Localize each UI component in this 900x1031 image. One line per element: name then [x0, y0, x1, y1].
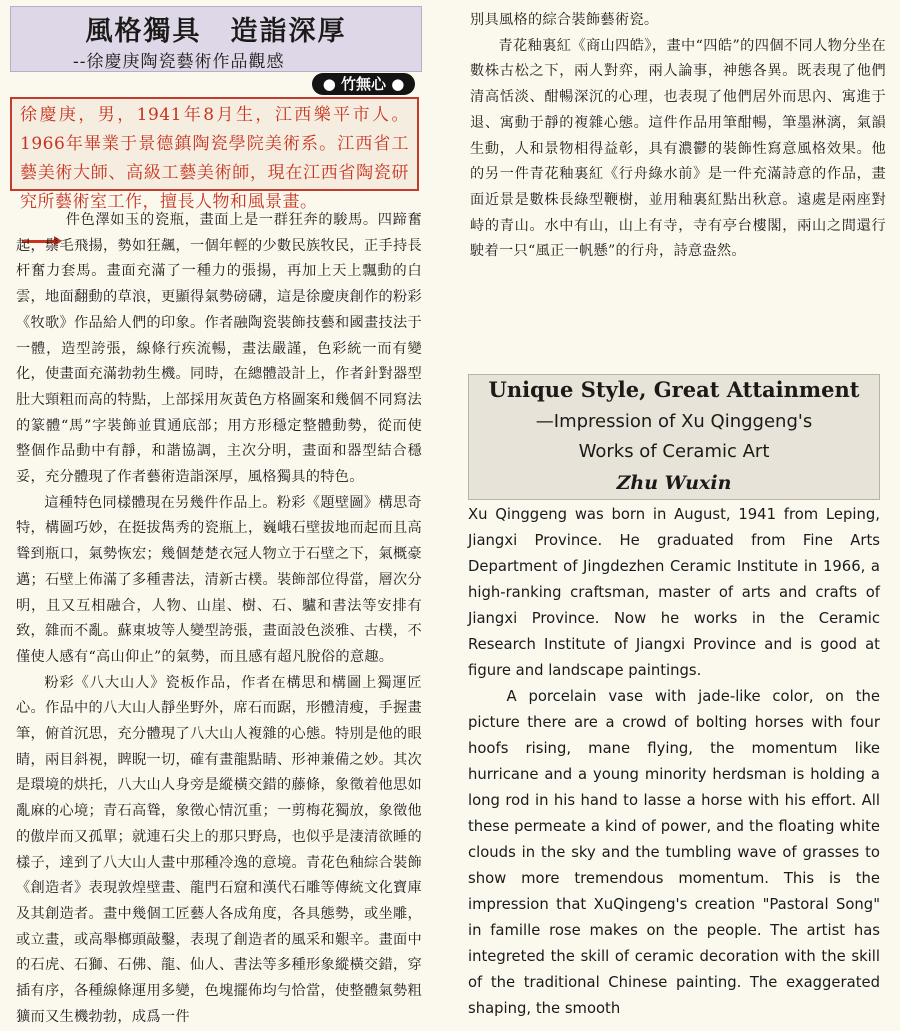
chinese-author-badge: ● 竹無心 ●: [312, 73, 415, 95]
english-paragraph: Xu Qinggeng was born in August, 1941 from Leping, Jiangxi Province. He graduated from Fine Arts Department of Jingdezhen Ceramic Institute in 1966, a high-ranking craftsman, master of arts and crafts of Jiangxi Province. Now he works in the Ceramic Research Institute of Jiangxi Province and is good at figure and landscape paintings.: [468, 506, 880, 679]
chinese-body-left: [16, 208, 422, 1031]
chinese-paragraph: 青花釉裏紅《商山四皓》，畫中“四皓”的四個不同人物分坐在數株古松之下，兩人對弈，兩人論事，神態各異。既表現了他們清高恬淡、酣暢深沉的心理，也表現了他們居外而思內、寓進于退、寓動于靜的複雜心態。這件作品用筆酣暢，筆墨淋漓，氣韻生動，人和景物相得益彰，具有濃鬱的裝飾性寫意風格效果。他的另一件青花釉裏紅《行舟綠水前》是一件充滿詩意的作品，畫面近景是數株長綠型鞭樹，並用釉裏紅點出秋意。遠處是兩座對峙的青山。水中有山，山上有寺，寺有亭台樓閣，兩山之間還行駛着一只“風正一帆懸”的行舟，詩意盎然。: [470, 37, 886, 260]
english-paragraph: A porcelain vase with jade-like color, on the picture there are a crowd of bolting horses with four hoofs rising, mane flying, the momentum like hurricane and a young minority herdsman is holding a long rod in his hand to lasse a horse with his effort. All these permeate a kind of power, and the floating white clouds in the sky and the tumbling wave of grasses to show more tremendous momentum. This is the impression that XuQingeng's creation "Pastoral Song" in famille rose makes on the people. The artist has integreted the skill of ceramic decoration with the skill of the traditional Chinese painting. The exaggerated shaping, the smooth: [468, 688, 880, 1017]
chinese-paragraph: 別具風格的綜合裝飾藝術瓷。: [470, 12, 659, 28]
chinese-column: [0, 0, 440, 1028]
english-title: Unique Style, Great Attainment: [488, 377, 860, 402]
right-column: [458, 0, 900, 1028]
author-bio-box: [10, 97, 419, 212]
english-author: Zhu Wuxin: [616, 472, 732, 494]
chinese-subtitle: --徐慶庚陶瓷藝術作品觀感: [73, 52, 285, 72]
english-subtitle-line2: Works of Ceramic Art: [578, 441, 770, 462]
chinese-paragraph: 粉彩《八大山人》瓷板作品，作者在構思和構圖上獨運匠心。作品中的八大山人靜坐野外，席石而踞，形體清瘦，手握畫筆，俯首沉思，充分體現了八大山人複雜的心態。特別是他的眼睛，兩目斜視，睥睨一切，確有畫龍點睛、形神兼備之妙。其次是環境的烘托，八大山人身旁是縱橫交錯的藤條，象徵着他思如亂麻的心境；青石高聳，象徵心情沉重；一剪梅花獨放，象徵他的傲岸而又孤單；就連石尖上的那只野鳥，也似乎是淒清欲睡的樣子，達到了八大山人畫中那種冷逸的意境。青花色釉綜合裝飾《創造者》表現敦煌壁畫、龍門石窟和漢代石雕等傳統文化寶庫及其創造者。畫中幾個工匠藝人各成角度，各具態勢，或坐雕，或立畫，或高舉榔頭敲鑿，表現了創造者的風采和艱辛。畫面中的石虎、石獅、石佛、龍、仙人、書法等多種形象縱橫交錯，穿插有序，各種線條運用多變，色塊擺佈均勻恰當，使整體氣勢粗獷而又生機勃勃，成爲一件: [16, 674, 422, 1025]
english-body: [468, 502, 880, 1022]
chinese-title: 風格獨具 造詣深厚: [85, 16, 347, 47]
english-subtitle-line1: —Impression of Xu Qinggeng's: [535, 411, 813, 432]
chinese-body-right: [470, 8, 886, 265]
author-bio-text: 徐慶庚，男，1941年8月生，江西樂平市人。1966年畢業于景德鎮陶瓷學院美術系。江西省工藝美術大師、高級工藝美術師，現在江西省陶瓷研究所藝術室工作，擅長人物和風景畫。: [20, 105, 409, 212]
chinese-paragraph: 這種特色同樣體現在另幾件作品上。粉彩《題壁圖》構思奇特，構圖巧妙，在挺拔雋秀的瓷瓶上，巍峨石壁拔地而起而且高聳到瓶口，氣勢恢宏；幾個楚楚衣冠人物立于石壁之下，氣概豪邁；石壁上佈滿了多種書法，清新古樸。裝飾部位得當，層次分明，且又互相融合，人物、山崖、樹、石、驢和書法等安排有致，雜而不亂。蘇東坡等人變型誇張，畫面設色淡雅、古樸，不僅使人感有“高山仰止”的氣勢，而且感有超凡脫俗的意趣。: [16, 494, 422, 665]
chinese-title-box: [10, 6, 422, 72]
english-title-box: [468, 374, 880, 500]
chinese-paragraph: 件色澤如玉的瓷瓶，畫面上是一群狂奔的駿馬。四蹄奮起，鬃毛飛揚，勢如狂飆，一個年輕的少數民族牧民，正手持長杆奮力套馬。畫面充滿了一種力的張揚，再加上天上飄動的白雲，地面翻動的草浪，更顯得氣勢磅礴，這是徐慶庚創作的粉彩《牧歌》作品給人們的印象。作者融陶瓷裝飾技藝和國畫技法于一體，造型誇張，線條行疾流暢，畫法嚴謹，色彩統一而有變化，使畫面充滿勃勃生機。同時，在總體設計上，作者針對器型肚大頸粗而高的特點，上部採用灰黃色方格圖案和幾個不同寫法的篆體“馬”字裝飾並貫通底部；用方形穩定整體動勢，從而使整個作品動中有靜，和諧協調，主次分明，畫面和器型結合穩妥，充分體現了作者藝術造詣深厚，風格獨具的特色。: [16, 212, 422, 486]
